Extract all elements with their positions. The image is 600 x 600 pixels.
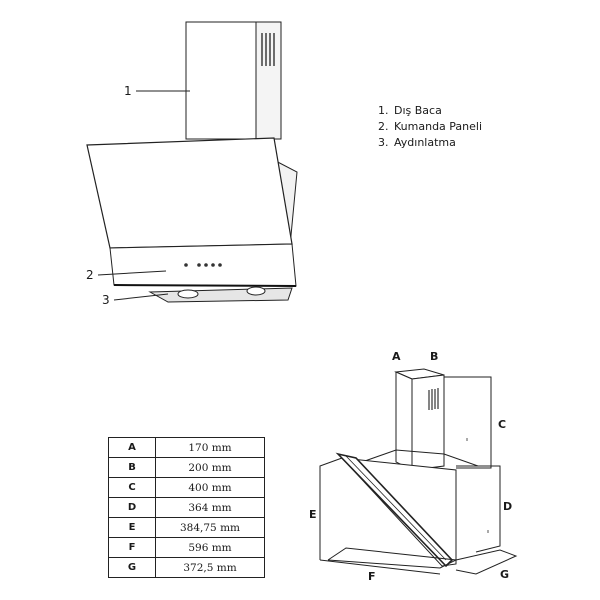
dim-value: 364 mm bbox=[156, 498, 265, 518]
light-lamp bbox=[178, 290, 198, 298]
dim-letter-C: C bbox=[498, 418, 507, 431]
control-button bbox=[184, 263, 188, 267]
chimney-3d-right bbox=[412, 375, 444, 470]
dim-value: 372,5 mm bbox=[156, 558, 265, 578]
dim-value: 170 mm bbox=[156, 438, 265, 458]
hood-bottom bbox=[150, 288, 292, 302]
dim-box-E bbox=[320, 458, 342, 560]
dim-letter-F: F bbox=[368, 570, 376, 583]
dim-box-D bbox=[456, 466, 500, 552]
dim-letter-B: B bbox=[430, 350, 439, 363]
table-row bbox=[109, 498, 265, 518]
legend-item-text: Dış Baca bbox=[394, 104, 442, 117]
dim-key: G bbox=[109, 558, 156, 578]
table-row bbox=[109, 518, 265, 538]
legend-item-text: Kumanda Paneli bbox=[394, 120, 483, 133]
dim-key: D bbox=[109, 498, 156, 518]
light-lamp bbox=[247, 287, 265, 295]
table-row bbox=[109, 478, 265, 498]
legend-item-text: Aydınlatma bbox=[394, 136, 456, 149]
chimney-side-face bbox=[256, 22, 281, 139]
control-button bbox=[197, 263, 201, 267]
dim-key: A bbox=[109, 438, 156, 458]
dim-key: B bbox=[109, 458, 156, 478]
dim-value: 400 mm bbox=[156, 478, 265, 498]
control-button bbox=[204, 263, 208, 267]
glass-panel bbox=[87, 138, 292, 248]
callout-control-panel: 2 bbox=[86, 268, 94, 282]
callout-chimney: 1 bbox=[124, 84, 132, 98]
dim-key: C bbox=[109, 478, 156, 498]
dim-key: F bbox=[109, 538, 156, 558]
legend-item-number: 2. bbox=[378, 120, 389, 133]
chimney-3d-front bbox=[396, 372, 412, 470]
dim-letter-E: E bbox=[309, 508, 317, 521]
dim-value: 384,75 mm bbox=[156, 518, 265, 538]
legend-item bbox=[378, 103, 482, 119]
legend-item-number: 3. bbox=[378, 136, 389, 149]
callout-lighting: 3 bbox=[102, 293, 110, 307]
dim-key: E bbox=[109, 518, 156, 538]
hood-front-view bbox=[87, 22, 297, 302]
dimensions-table bbox=[108, 437, 265, 578]
dimension-drawing bbox=[320, 369, 516, 574]
legend-item-number: 1. bbox=[378, 104, 389, 117]
legend-item bbox=[378, 135, 482, 151]
dim-markers bbox=[467, 438, 488, 533]
dim-letter-D: D bbox=[503, 500, 513, 513]
table-row bbox=[109, 438, 265, 458]
dim-box-C bbox=[444, 377, 491, 468]
control-button bbox=[218, 263, 222, 267]
hood-lower-body bbox=[110, 244, 296, 286]
control-button bbox=[211, 263, 215, 267]
legend-item bbox=[378, 119, 482, 135]
table-row bbox=[109, 558, 265, 578]
dim-letter-A: A bbox=[392, 350, 401, 363]
dim-value: 596 mm bbox=[156, 538, 265, 558]
table-row bbox=[109, 458, 265, 478]
table-row bbox=[109, 538, 265, 558]
dim-letter-G: G bbox=[500, 568, 510, 581]
dim-value: 200 mm bbox=[156, 458, 265, 478]
parts-legend bbox=[378, 103, 482, 151]
